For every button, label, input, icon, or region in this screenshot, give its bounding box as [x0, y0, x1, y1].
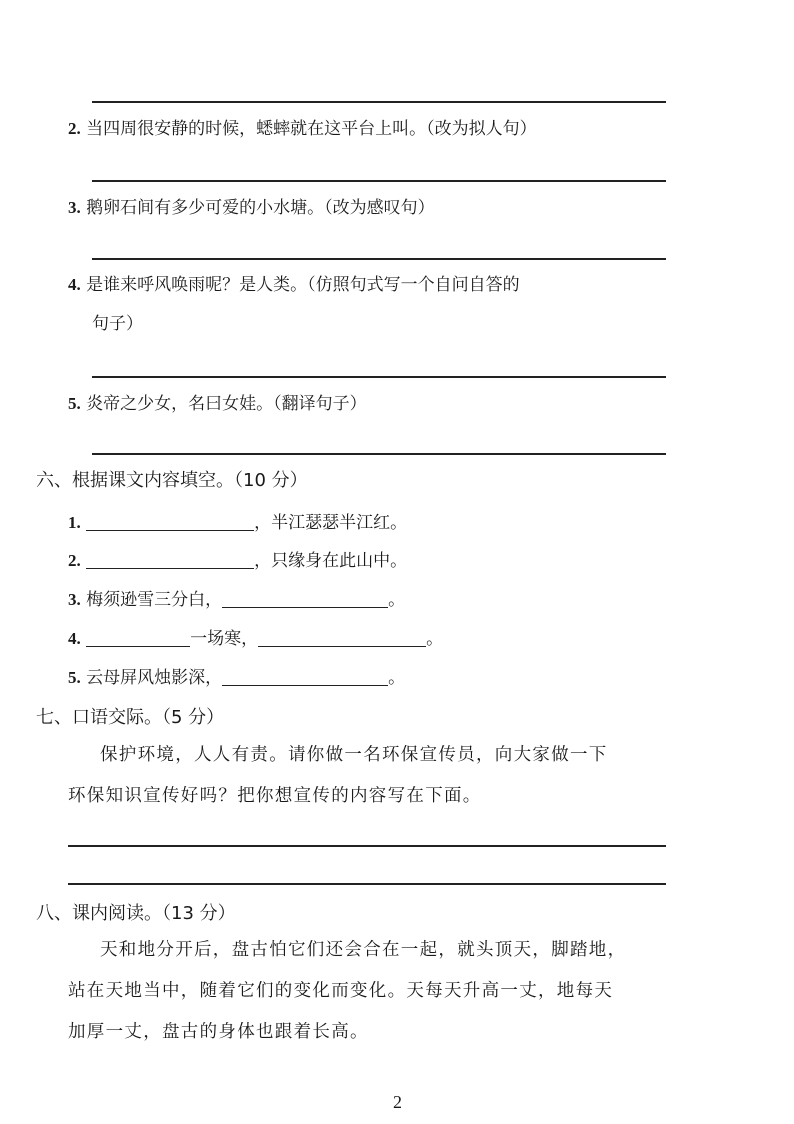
question-4 [68, 273, 520, 297]
question-5 [68, 392, 367, 416]
fill-blank[interactable] [222, 587, 388, 608]
fill-blank[interactable] [86, 510, 254, 531]
question-text: 鹅卵石间有多少可爱的小水塘。（改为感叹句） [86, 198, 435, 218]
reading-passage-line-3: 加厚一丈，盘古的身体也跟着长高。 [68, 1022, 369, 1042]
item-text: 。 [388, 590, 406, 610]
fill-blank[interactable] [86, 548, 254, 569]
question-3 [68, 196, 435, 220]
fill-blank[interactable] [86, 626, 190, 647]
item-number: 4. [68, 629, 81, 648]
section-7-prompt-line-2: 环保知识宣传好吗？把你想宣传的内容写在下面。 [68, 786, 482, 806]
item-text: 一场寒， [190, 629, 259, 649]
fill-item-3 [68, 587, 405, 612]
question-number: 3. [68, 198, 81, 217]
answer-line[interactable] [92, 258, 666, 260]
item-number: 5. [68, 668, 81, 687]
fill-blank[interactable] [258, 626, 426, 647]
fill-item-2 [68, 548, 407, 573]
answer-line[interactable] [68, 883, 666, 885]
fill-item-4 [68, 626, 443, 651]
section-8-title: 八、课内阅读。（13 分） [36, 903, 236, 924]
question-text: 当四周很安静的时候，蟋蟀就在这平台上叫。（改为拟人句） [86, 119, 537, 139]
item-text: 梅须逊雪三分白， [86, 590, 223, 610]
fill-item-1 [68, 510, 407, 535]
question-text: 是谁来呼风唤雨呢？是人类。（仿照句式写一个自问自答的 [86, 275, 520, 295]
item-text: 云母屏风烛影深， [86, 668, 223, 688]
item-number: 1. [68, 513, 81, 532]
fill-blank[interactable] [222, 665, 388, 686]
question-4-continuation: 句子） [92, 314, 143, 334]
question-number: 5. [68, 394, 81, 413]
item-text: 。 [388, 668, 406, 688]
answer-line[interactable] [92, 180, 666, 182]
answer-line[interactable] [68, 845, 666, 847]
section-7-title: 七、口语交际。（5 分） [36, 707, 225, 728]
question-number: 4. [68, 275, 81, 294]
reading-passage-line-1: 天和地分开后，盘古怕它们还会合在一起，就头顶天，脚踏地， [100, 940, 627, 960]
page-number: 2 [393, 1092, 402, 1112]
reading-passage-line-2: 站在天地当中，随着它们的变化而变化。天每天升高一丈，地每天 [68, 981, 614, 1001]
item-text: ，只缘身在此山中。 [254, 551, 408, 571]
answer-line[interactable] [92, 376, 666, 378]
item-text: ，半江瑟瑟半江红。 [254, 513, 408, 533]
question-text: 炎帝之少女，名曰女娃。（翻译句子） [86, 394, 367, 414]
item-text: 。 [426, 629, 444, 649]
answer-line[interactable] [92, 101, 666, 103]
question-2 [68, 117, 537, 141]
answer-line[interactable] [92, 453, 666, 455]
item-number: 2. [68, 551, 81, 570]
item-number: 3. [68, 590, 81, 609]
fill-item-5 [68, 665, 405, 690]
question-number: 2. [68, 119, 81, 138]
section-6-title: 六、根据课文内容填空。（10 分） [36, 470, 308, 491]
section-7-prompt-line-1: 保护环境，人人有责。请你做一名环保宣传员，向大家做一下 [100, 745, 608, 765]
